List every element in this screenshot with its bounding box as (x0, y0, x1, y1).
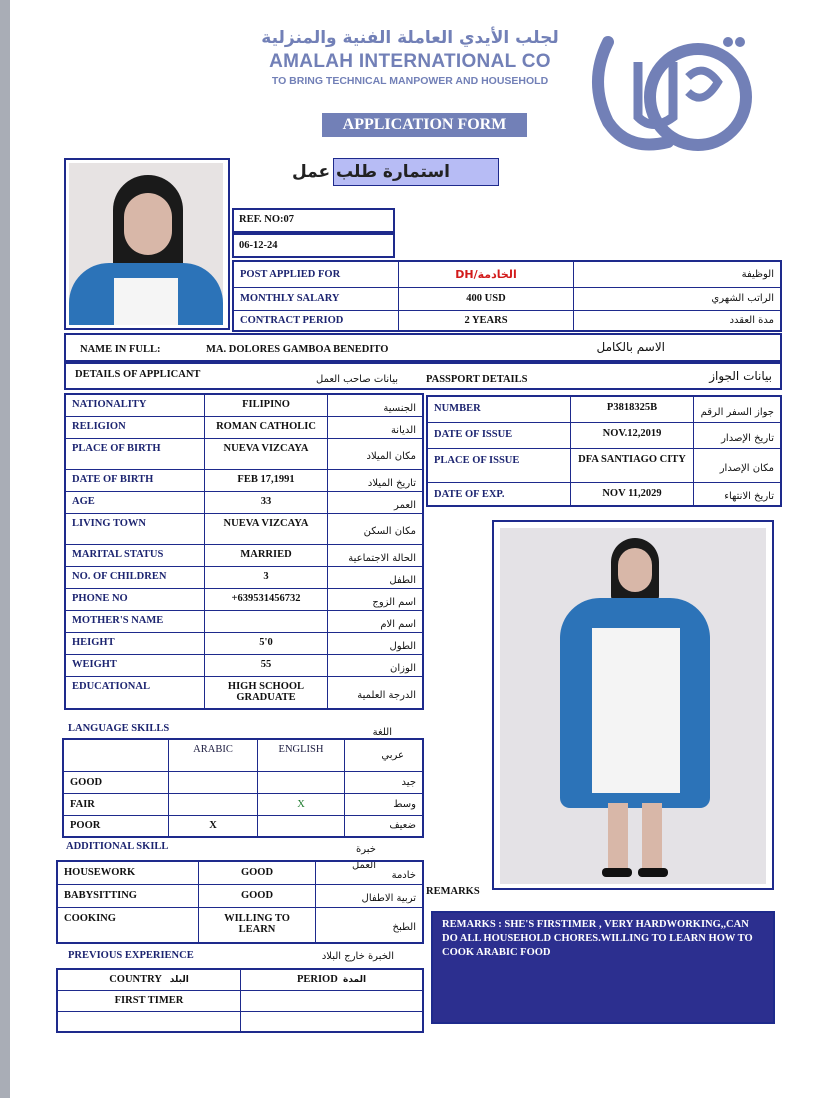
remarks-label: REMARKS (426, 886, 480, 897)
detail-row (65, 416, 423, 438)
company-name: AMALAH INTERNATIONAL CO (269, 51, 551, 72)
skill-value: WILLING TO LEARN (199, 907, 316, 943)
additional-skill-title: ADDITIONAL SKILL (66, 841, 169, 852)
post-row: CONTRACT PERIOD 2 YEARS مدة العقدد (233, 310, 781, 331)
detail-row (65, 438, 423, 469)
detail-label: PHONE NO (65, 588, 205, 610)
passport-row (427, 482, 781, 506)
passport-arabic-label: جواز السفر الرقم (694, 396, 782, 422)
language-row (63, 815, 423, 837)
applicant-photo-frame (64, 158, 230, 330)
language-skills-title-ar: اللغة (372, 727, 392, 738)
post-row: POST APPLIED FOR DH/الخادمة الوظيفة (233, 261, 781, 287)
detail-label: MARITAL STATUS (65, 544, 205, 566)
skill-label: HOUSEWORK (57, 861, 199, 884)
passport-value: DFA SANTIAGO CITY (571, 448, 694, 482)
detail-arabic-label: الدرجة العلمية (328, 676, 424, 709)
detail-value: NUEVA VIZCAYA (205, 513, 328, 544)
passport-value: NOV.12,2019 (571, 422, 694, 448)
detail-row (65, 544, 423, 566)
detail-label: RELIGION (65, 416, 205, 438)
remarks-text: REMARKS : SHE'S FIRSTIMER , VERY HARDWORKING,,CAN DO ALL HOUSEHOLD CHORES.WILLING TO LEARN HOW TO COOK ARABIC FOOD (442, 919, 753, 958)
additional-skill-extra-ar: العمل (351, 860, 376, 871)
skill-arabic-label: تربية الاطفال (316, 884, 424, 907)
detail-row (65, 654, 423, 676)
language-row (63, 793, 423, 815)
skill-row (57, 861, 423, 884)
detail-arabic-label: مكان الميلاد (328, 438, 424, 469)
full-name-row: NAME IN FULL: MA. DOLORES GAMBOA BENEDITO الاسم بالكامل (64, 333, 782, 362)
company-tagline: TO BRING TECHNICAL MANPOWER AND HOUSEHOLD (271, 75, 549, 87)
detail-row (65, 676, 423, 709)
passport-arabic-label: تاريخ الانتهاء (694, 482, 782, 506)
detail-label: EDUCATIONAL (65, 676, 205, 709)
language-level-arabic: جيد (345, 771, 424, 793)
passport-label: PLACE OF ISSUE (427, 448, 571, 482)
full-body-photo (500, 528, 766, 884)
passport-arabic-label: مكان الإصدار (694, 448, 782, 482)
experience-row (57, 1011, 423, 1032)
page-edge (0, 0, 10, 1098)
detail-value: HIGH SCHOOL GRADUATE (205, 676, 328, 709)
detail-value: 5'0 (205, 632, 328, 654)
detail-value: FEB 17,1991 (205, 469, 328, 491)
detail-arabic-label: الجنسية (328, 394, 424, 416)
detail-value: 3 (205, 566, 328, 588)
detail-arabic-label: اسم الام (328, 610, 424, 632)
detail-row (65, 588, 423, 610)
skill-arabic-label: خادمة (316, 861, 424, 884)
detail-arabic-label: الوزان (328, 654, 424, 676)
detail-arabic-label: الطفل (328, 566, 424, 588)
skill-label: BABYSITTING (57, 884, 199, 907)
passport-row (427, 396, 781, 422)
detail-value: FILIPINO (205, 394, 328, 416)
detail-label: NATIONALITY (65, 394, 205, 416)
language-level-label: POOR (63, 815, 169, 837)
company-arabic-name: لجلب الأيدي العاملة الفنية والمنزلية (261, 28, 559, 48)
experience-table: COUNTRY البلد PERIOD المدة FIRST TIMER (56, 968, 424, 1033)
applicant-details-table (64, 393, 424, 710)
language-table: ARABIC ENGLISH عربي GOOD جيد FAIR X وسط POOR X ضعيف (62, 738, 424, 838)
ref-number: REF. NO:07 (232, 208, 395, 233)
language-level-label: GOOD (63, 771, 169, 793)
previous-experience-title-ar: الخبرة خارج البلاد (321, 951, 394, 962)
remarks-box (431, 911, 775, 1024)
detail-arabic-label: تاريخ الميلاد (328, 469, 424, 491)
detail-value: ROMAN CATHOLIC (205, 416, 328, 438)
detail-label: NO. OF CHILDREN (65, 566, 205, 588)
applicant-photo (69, 163, 223, 325)
passport-arabic-label: تاريخ الإصدار (694, 422, 782, 448)
language-arabic-mark: X (169, 815, 258, 837)
detail-row (65, 513, 423, 544)
full-body-photo-frame (492, 520, 774, 890)
passport-row (427, 448, 781, 482)
detail-row (65, 491, 423, 513)
detail-row (65, 469, 423, 491)
passport-label: DATE OF EXP. (427, 482, 571, 506)
detail-label: LIVING TOWN (65, 513, 205, 544)
additional-skill-title-ar: خبرة (356, 844, 376, 855)
passport-value: NOV 11,2029 (571, 482, 694, 506)
language-level-label: FAIR (63, 793, 169, 815)
skills-table (56, 860, 424, 944)
section-header-row: DETAILS OF APPLICANT بيانات صاحب العمل PASSPORT DETAILS بيانات الجواز (64, 362, 782, 390)
detail-value: 55 (205, 654, 328, 676)
detail-label: WEIGHT (65, 654, 205, 676)
skill-value: GOOD (199, 884, 316, 907)
detail-label: MOTHER'S NAME (65, 610, 205, 632)
form-title: APPLICATION FORM (322, 113, 527, 137)
detail-value: NUEVA VIZCAYA (205, 438, 328, 469)
detail-arabic-label: العمر (328, 491, 424, 513)
logo-icon (578, 22, 768, 157)
detail-label: DATE OF BIRTH (65, 469, 205, 491)
skill-label: COOKING (57, 907, 199, 943)
language-arabic-mark (169, 793, 258, 815)
detail-arabic-label: اسم الزوج (328, 588, 424, 610)
passport-label: DATE OF ISSUE (427, 422, 571, 448)
arabic-form-title: استمارة طلب عمل (333, 158, 499, 186)
company-logo (578, 22, 768, 157)
detail-label: HEIGHT (65, 632, 205, 654)
detail-arabic-label: الديانة (328, 416, 424, 438)
language-skills-title: LANGUAGE SKILLS (68, 723, 170, 734)
detail-arabic-label: مكان السكن (328, 513, 424, 544)
detail-label: AGE (65, 491, 205, 513)
post-row: MONTHLY SALARY 400 USD الراتب الشهري (233, 287, 781, 310)
passport-label: NUMBER (427, 396, 571, 422)
detail-arabic-label: الحالة الاجتماعية (328, 544, 424, 566)
detail-row (65, 610, 423, 632)
ref-date: 06-12-24 (232, 233, 395, 258)
language-english-mark: X (258, 793, 345, 815)
passport-value: P3818325B (571, 396, 694, 422)
post-table (232, 260, 782, 332)
skill-value: GOOD (199, 861, 316, 884)
language-row (63, 771, 423, 793)
language-level-arabic: ضعيف (345, 815, 424, 837)
detail-value: MARRIED (205, 544, 328, 566)
detail-label: PLACE OF BIRTH (65, 438, 205, 469)
detail-value (205, 610, 328, 632)
language-english-mark (258, 815, 345, 837)
previous-experience-title: PREVIOUS EXPERIENCE (68, 950, 194, 961)
detail-row (65, 632, 423, 654)
detail-value: +639531456732 (205, 588, 328, 610)
passport-row (427, 422, 781, 448)
detail-row (65, 394, 423, 416)
passport-table (426, 395, 782, 507)
skill-row (57, 907, 423, 943)
experience-row: FIRST TIMER (57, 990, 423, 1011)
language-english-mark (258, 771, 345, 793)
detail-arabic-label: الطول (328, 632, 424, 654)
detail-value: 33 (205, 491, 328, 513)
language-level-arabic: وسط (345, 793, 424, 815)
skill-arabic-label: الطبخ (316, 907, 424, 943)
detail-row (65, 566, 423, 588)
skill-row (57, 884, 423, 907)
language-arabic-mark (169, 771, 258, 793)
